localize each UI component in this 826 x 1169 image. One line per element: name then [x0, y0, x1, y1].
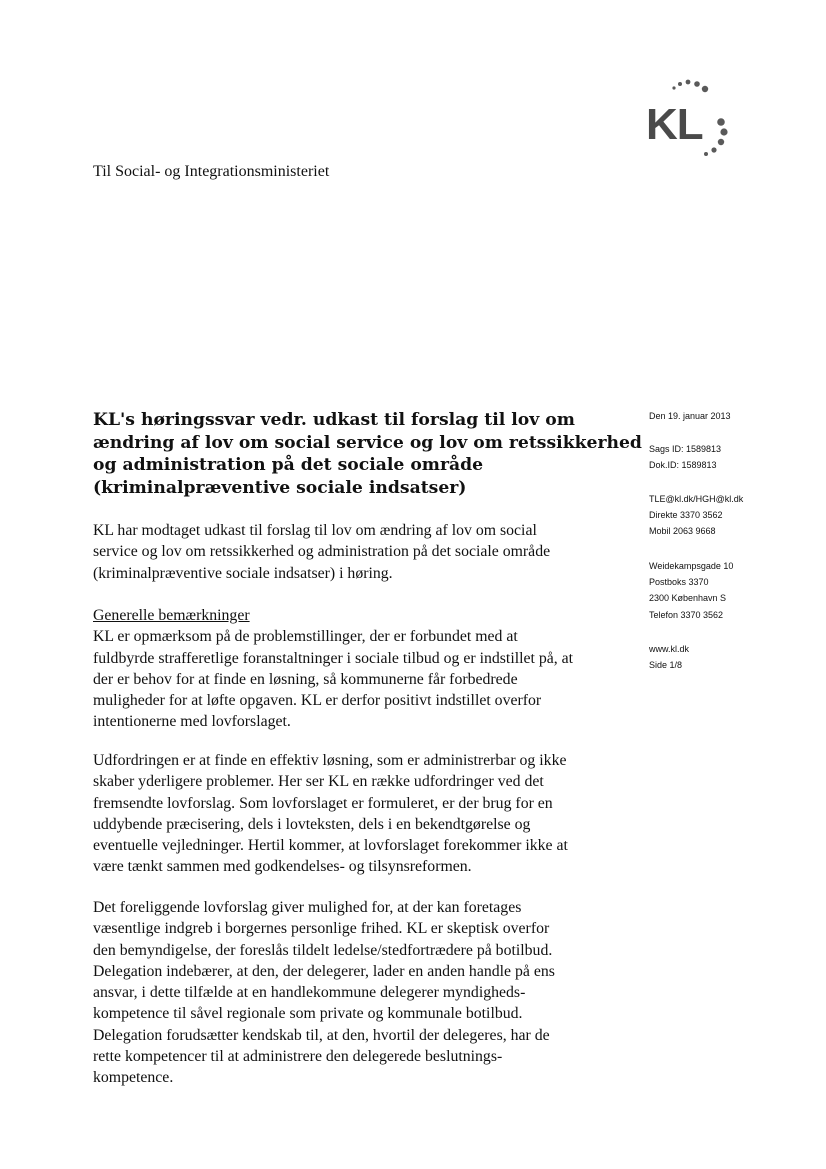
sidebar-date-block	[649, 408, 819, 424]
title-line: ændring af lov om social service og lov om retssikkerhed	[93, 432, 642, 453]
text-line: Det foreliggende lovforslag giver mulighed for, at der kan foretages	[93, 899, 522, 916]
contact-mobile: Mobil 2063 9668	[649, 526, 716, 537]
text-line: ansvar, i dette tilfælde at en handlekommune delegerer myndigheds-	[93, 984, 526, 1002]
page-number: Side 1/8	[649, 660, 683, 671]
text-line: uddybende præcisering, dels i lovteksten, dels i en bekendtgørelse og	[93, 815, 531, 833]
title-line: KL's høringssvar vedr. udkast til forslag til lov om	[93, 410, 575, 430]
title-line: (kriminalpræventive sociale indsatser)	[93, 477, 467, 498]
intro-paragraph	[93, 520, 613, 584]
text-line: der er behov for at finde en løsning, så kommunerne får forbedrede	[93, 670, 518, 688]
address-pobox: Postboks 3370	[649, 577, 709, 588]
text-line: være tænkt sammen med godkendelses- og tilsynsreformen.	[93, 858, 472, 876]
text-line: Udfordringen er at finde en effektiv løsning, som er administrerbar og ikke	[93, 752, 567, 769]
address-street: Weidekampsgade 10	[649, 561, 734, 571]
text-line: KL har modtaget udkast til forslag til lov om ændring af lov om social	[93, 522, 537, 539]
text-line: væsentlige indgreb i borgernes personlige frihed. KL er skeptisk overfor	[93, 920, 550, 938]
text-line: Delegation forudsætter kendskab til, at den, hvortil der delegeres, har de	[93, 1026, 550, 1044]
logo-wordmark: KL	[646, 100, 703, 149]
title-line: og administration på det sociale område	[93, 455, 484, 475]
kl-logo	[646, 78, 746, 158]
text-line: rette kompetencer til at administrere den delegerede beslutnings-	[93, 1048, 503, 1066]
case-id: Sags ID: 1589813	[649, 444, 722, 454]
address-phone: Telefon 3370 3562	[649, 609, 724, 620]
letter-date: Den 19. januar 2013	[649, 411, 731, 421]
section-heading: Generelle bemærkninger	[93, 607, 250, 624]
sidebar-web-block	[649, 641, 819, 673]
letter-title	[93, 409, 642, 499]
sidebar-ids-block	[649, 441, 819, 473]
paragraph-3	[93, 897, 613, 1089]
sidebar-contact-block	[649, 491, 819, 540]
contact-email: TLE@kl.dk/HGH@kl.dk	[649, 494, 744, 504]
text-line: kompetence.	[93, 1069, 174, 1087]
text-line: service og lov om retssikkerhed og administration på det sociale område	[93, 543, 551, 561]
website: www.kl.dk	[649, 644, 690, 654]
text-line: eventuelle vejledninger. Hertil kommer, at lovforslaget forekommer ikke at	[93, 837, 568, 855]
paragraph-2	[93, 750, 613, 878]
general-remarks-section	[93, 605, 613, 733]
address-city: 2300 København S	[649, 593, 727, 604]
text-line: den bemyndigelse, der foreslås tildelt ledelse/stedfortrædere på botilbud.	[93, 941, 553, 959]
recipient-line: Til Social- og Integrationsministeriet	[93, 163, 330, 180]
text-line: fremsendte lovforslag. Som lovforslaget er formuleret, er der brug for en	[93, 794, 553, 812]
text-line: skaber yderligere problemer. Her ser KL en række udfordringer ved det	[93, 773, 544, 791]
text-line: intentionerne med lovforslaget.	[93, 713, 291, 731]
text-line: Delegation indebærer, at den, der delegerer, lader en anden handle på ens	[93, 962, 555, 980]
text-line: kompetence til såvel regionale som private og kommunale botilbud.	[93, 1005, 523, 1023]
text-line: fuldbyrde strafferetlige foranstaltninger i sociale tilbud og er indstillet på, at	[93, 649, 574, 667]
contact-direct-phone: Direkte 3370 3562	[649, 510, 723, 521]
text-line: KL er opmærksom på de problemstillinger, der er forbundet med at	[93, 628, 518, 646]
text-line: (kriminalpræventive sociale indsatser) i høring.	[93, 564, 393, 582]
text-line: muligheder for at løfte opgaven. KL er derfor positivt indstillet overfor	[93, 692, 542, 710]
sidebar-address-block	[649, 558, 819, 623]
doc-id: Dok.ID: 1589813	[649, 460, 717, 471]
